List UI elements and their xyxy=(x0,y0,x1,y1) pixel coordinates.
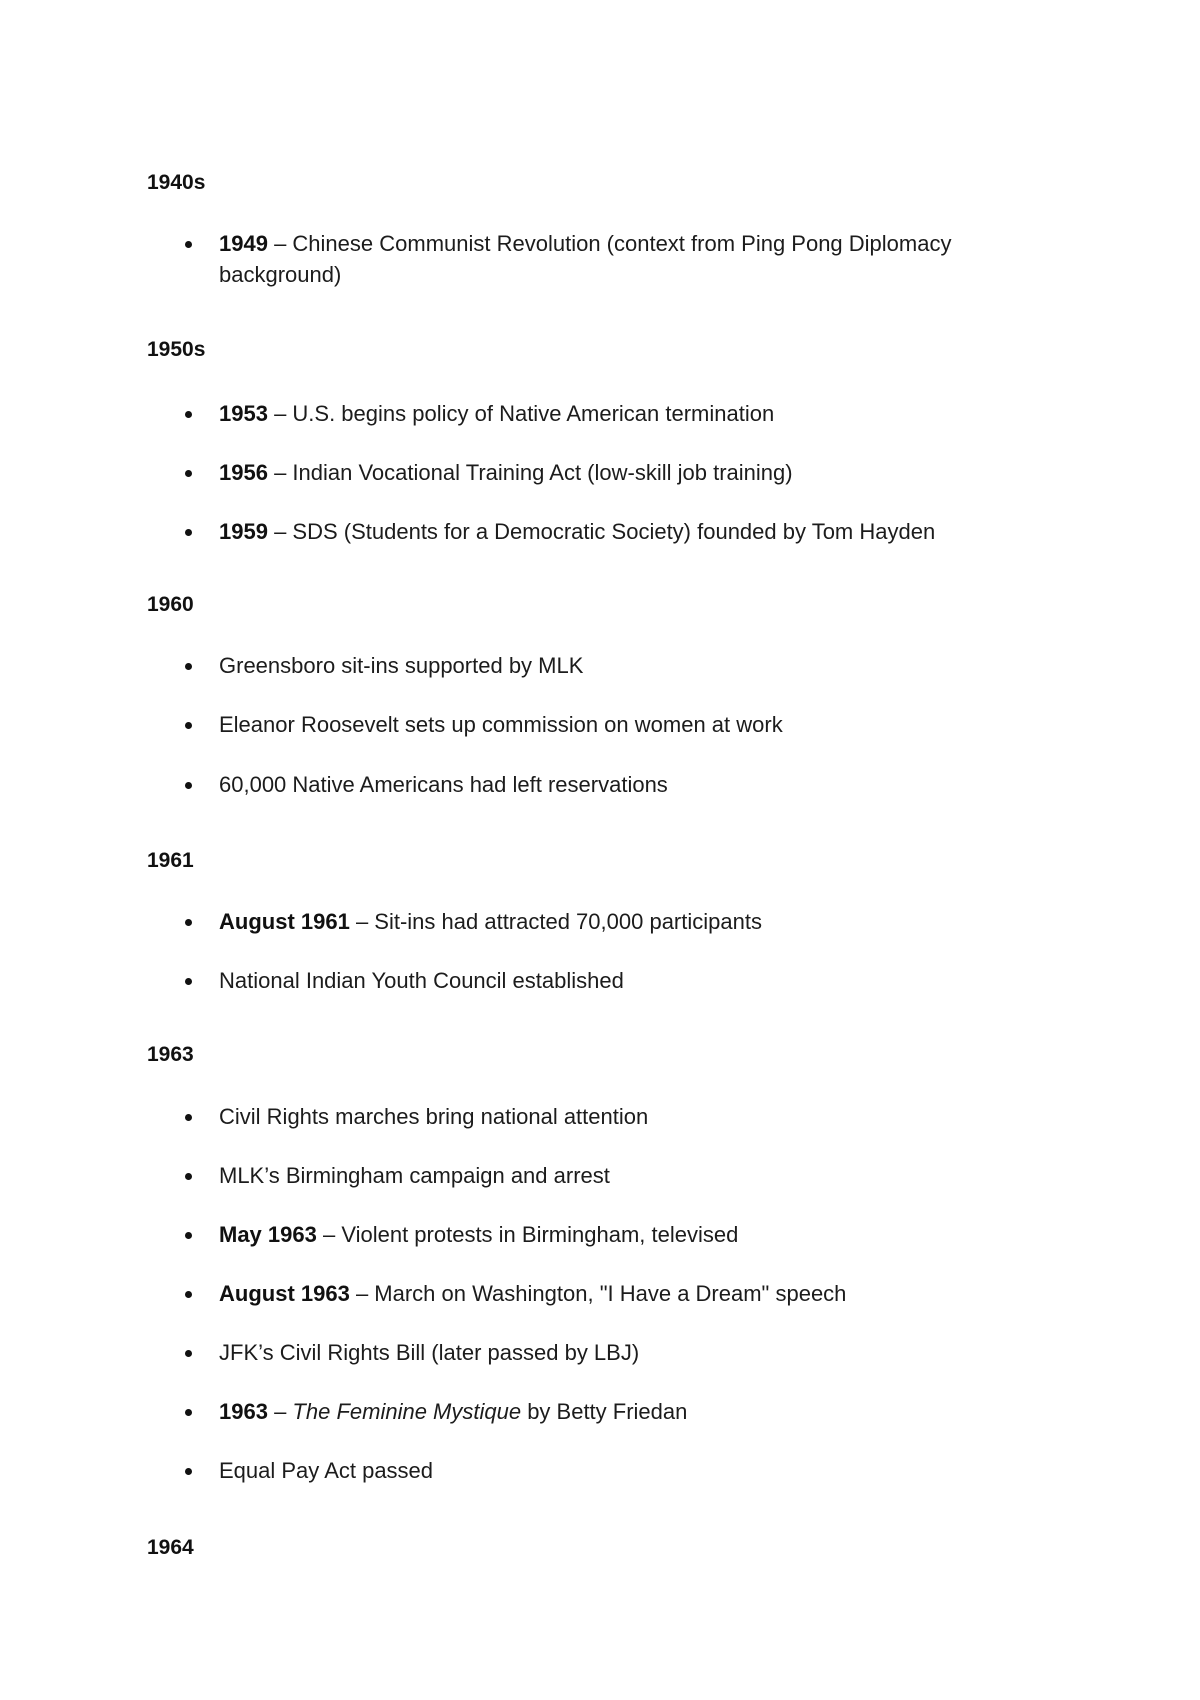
item-date: 1949 xyxy=(219,231,268,256)
item-list xyxy=(147,1101,1047,1486)
section-heading: 1950s xyxy=(147,338,206,361)
bullet-icon xyxy=(185,919,192,926)
bullet-icon xyxy=(185,1173,192,1180)
bullet-icon xyxy=(185,1409,192,1416)
item-date: May 1963 xyxy=(219,1222,317,1247)
list-item xyxy=(147,398,1047,429)
item-separator: – xyxy=(267,1399,293,1424)
list-item xyxy=(147,965,1047,996)
item-text: Eleanor Roosevelt sets up commission on women at work xyxy=(219,712,783,737)
list-item xyxy=(147,709,1047,740)
item-list xyxy=(147,228,1047,290)
bullet-icon xyxy=(185,722,192,729)
bullet-icon xyxy=(185,1350,192,1357)
list-item xyxy=(147,1337,1047,1368)
item-text: – U.S. begins policy of Native American termination xyxy=(267,401,775,426)
item-date: August 1961 xyxy=(219,909,350,934)
list-item xyxy=(147,1101,1047,1132)
section-heading: 1964 xyxy=(147,1536,194,1559)
item-text: 60,000 Native Americans had left reservations xyxy=(219,772,668,797)
list-item xyxy=(147,1455,1047,1486)
item-text: National Indian Youth Council established xyxy=(219,968,624,993)
list-item xyxy=(147,1219,1047,1250)
item-book-title: The Feminine Mystique xyxy=(292,1399,522,1424)
item-text: Greensboro sit-ins supported by MLK xyxy=(219,653,584,678)
list-item xyxy=(147,1160,1047,1191)
list-item xyxy=(147,1278,1047,1309)
section-heading: 1940s xyxy=(147,171,206,194)
bullet-icon xyxy=(185,1232,192,1239)
list-item xyxy=(147,769,1047,800)
item-text: MLK’s Birmingham campaign and arrest xyxy=(219,1163,610,1188)
list-item xyxy=(147,1396,1047,1427)
item-list xyxy=(147,650,1047,800)
item-text: JFK’s Civil Rights Bill (later passed by LBJ) xyxy=(219,1340,640,1365)
item-text: – Sit-ins had attracted 70,000 participants xyxy=(349,909,762,934)
bullet-icon xyxy=(185,1114,192,1121)
bullet-icon xyxy=(185,529,192,536)
list-item xyxy=(147,650,1047,681)
bullet-icon xyxy=(185,411,192,418)
item-text: – SDS (Students for a Democratic Society) founded by Tom Hayden xyxy=(267,519,936,544)
section-heading: 1963 xyxy=(147,1043,194,1066)
list-item xyxy=(147,906,1047,937)
item-list xyxy=(147,906,1047,996)
item-text: – March on Washington, "I Have a Dream" speech xyxy=(349,1281,847,1306)
bullet-icon xyxy=(185,782,192,789)
section-1963 xyxy=(147,1042,1047,1486)
section-1964 xyxy=(147,1535,1047,1561)
bullet-icon xyxy=(185,1291,192,1298)
item-date: 1963 xyxy=(219,1399,268,1424)
item-text: Civil Rights marches bring national attention xyxy=(219,1104,649,1129)
section-1950s xyxy=(147,337,1047,547)
item-date: 1959 xyxy=(219,519,268,544)
item-text: – Indian Vocational Training Act (low-skill job training) xyxy=(267,460,793,485)
list-item xyxy=(147,228,1047,290)
item-text: – Chinese Communist Revolution (context from Ping Pong Diplomacy background) xyxy=(219,231,952,287)
section-1940s xyxy=(147,170,1047,290)
item-date: 1953 xyxy=(219,401,268,426)
list-item xyxy=(147,516,1047,547)
list-item xyxy=(147,457,1047,488)
bullet-icon xyxy=(185,241,192,248)
item-text: by Betty Friedan xyxy=(521,1399,688,1424)
item-date: 1956 xyxy=(219,460,268,485)
item-text: Equal Pay Act passed xyxy=(219,1458,434,1483)
item-date: August 1963 xyxy=(219,1281,350,1306)
bullet-icon xyxy=(185,978,192,985)
section-heading: 1960 xyxy=(147,593,194,616)
item-text: – Violent protests in Birmingham, televised xyxy=(316,1222,739,1247)
item-list xyxy=(147,398,1047,547)
section-1961 xyxy=(147,848,1047,996)
bullet-icon xyxy=(185,1468,192,1475)
section-1960 xyxy=(147,592,1047,800)
bullet-icon xyxy=(185,470,192,477)
bullet-icon xyxy=(185,663,192,670)
section-heading: 1961 xyxy=(147,849,194,872)
